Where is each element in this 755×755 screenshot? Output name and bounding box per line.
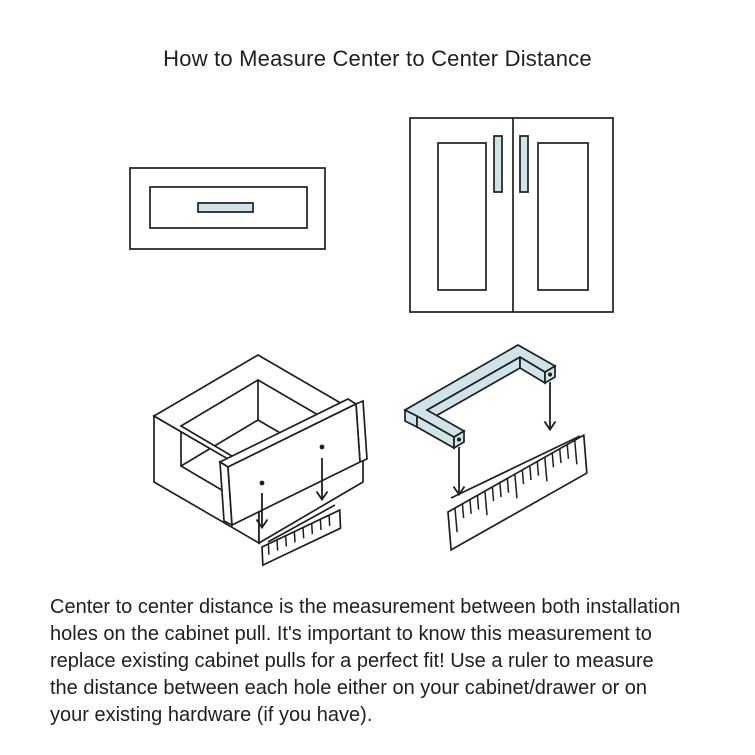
right-door-panel xyxy=(538,143,588,290)
right-screw-hole-dot xyxy=(548,373,552,377)
isometric-pull-illustration xyxy=(395,335,625,565)
page-title: How to Measure Center to Center Distance xyxy=(163,46,592,71)
description-paragraph xyxy=(50,594,680,729)
isometric-drawer-illustration xyxy=(130,340,370,580)
paragraph-line: Center to center distance is the measurement between both installation xyxy=(50,596,681,618)
drawer-pull-icon xyxy=(198,203,253,212)
cabinet-doors-illustration xyxy=(405,115,620,315)
paragraph-line: replace existing cabinet pulls for a perfect fit! Use a ruler to measure xyxy=(50,650,654,672)
drawer-front-illustration xyxy=(125,163,330,258)
cabinet-pull-3d-icon xyxy=(405,345,555,448)
right-installation-hole-dot xyxy=(320,445,325,450)
right-door-pull-icon xyxy=(520,136,528,192)
left-door-pull-icon xyxy=(494,136,502,192)
paragraph-line: holes on the cabinet pull. It's important to know this measurement to xyxy=(50,623,652,645)
paragraph-line: your existing hardware (if you have). xyxy=(50,704,373,726)
left-door-panel xyxy=(438,143,486,290)
left-screw-hole-dot xyxy=(457,438,461,442)
paragraph-line: the distance between each hole either on your cabinet/drawer or on xyxy=(50,677,648,699)
left-installation-hole-dot xyxy=(260,481,265,486)
